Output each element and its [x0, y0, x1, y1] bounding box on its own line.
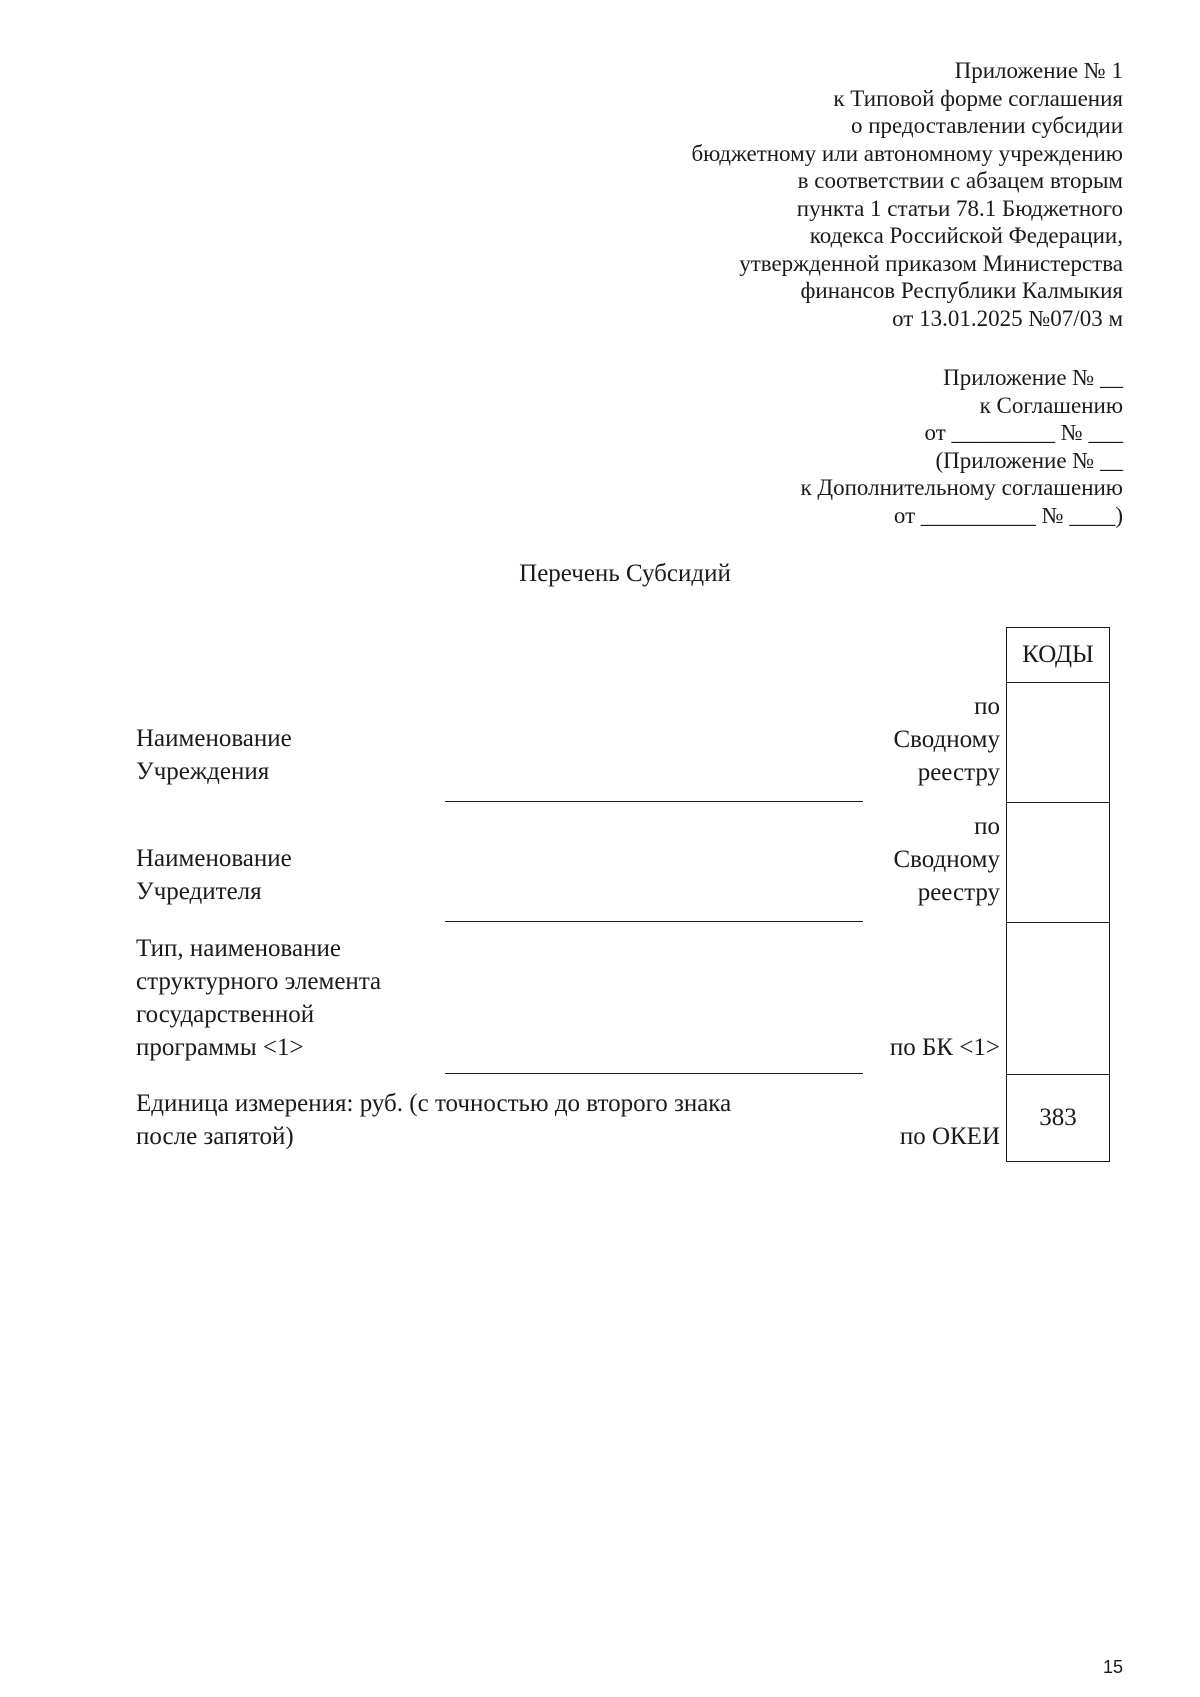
appendix-line: Приложение № 1	[954, 58, 1123, 83]
po-line: по	[974, 693, 1000, 720]
okei-code-cell[interactable]: 383	[1007, 1075, 1110, 1162]
po-line: Сводному	[893, 846, 1000, 873]
agreement-reference	[801, 364, 1124, 529]
founder-name-field[interactable]	[445, 921, 863, 922]
appendix-line: бюджетному или автономному учреждению	[691, 140, 1123, 166]
founder-code-label	[893, 810, 1000, 909]
appendix-line: финансов Республики Калмыкия	[800, 278, 1123, 303]
appendix-header	[691, 57, 1123, 332]
po-line: Сводному	[893, 726, 1000, 753]
document-title: Перечень Субсидий	[519, 560, 731, 587]
appendix-line: кодекса Российской Федерации,	[809, 223, 1123, 248]
institution-code-label	[893, 690, 1000, 789]
po-line: реестру	[917, 759, 1000, 786]
founder-label	[136, 842, 292, 908]
codes-table	[1006, 627, 1110, 1162]
agreement-line: от __________ № ____)	[893, 502, 1123, 528]
agreement-line: к Дополнительному соглашению	[800, 475, 1123, 500]
page-number: 15	[1102, 1657, 1123, 1677]
program-code-label	[890, 1031, 1000, 1064]
okei-code-label	[900, 1120, 1000, 1153]
appendix-line: пункта 1 статьи 78.1 Бюджетного	[796, 195, 1123, 221]
po-line: по	[974, 813, 1000, 840]
label-line: программы <1>	[136, 1034, 304, 1061]
unit-label	[136, 1087, 731, 1153]
po-line: реестру	[917, 879, 1000, 906]
appendix-line: утвержденной приказом Министерства	[739, 250, 1123, 276]
label-line: структурного элемента	[136, 968, 382, 995]
label-line: государственной	[136, 1001, 315, 1028]
agreement-line: (Приложение № __	[935, 447, 1123, 473]
label-line: Тип, наименование	[136, 935, 341, 962]
appendix-line: о предоставлении субсидии	[850, 113, 1123, 138]
label-line: Единица измерения: руб. (с точностью до второго знака	[136, 1090, 732, 1117]
program-element-label	[136, 932, 381, 1064]
institution-label	[136, 722, 292, 788]
institution-code-cell[interactable]	[1007, 683, 1110, 803]
appendix-line: к Типовой форме соглашения	[833, 85, 1123, 111]
appendix-line: от 13.01.2025 №07/03 м	[892, 305, 1123, 331]
agreement-line: к Соглашению	[979, 392, 1123, 418]
label-line: Учреждения	[136, 758, 270, 785]
codes-header: КОДЫ	[1007, 628, 1110, 683]
institution-name-field[interactable]	[445, 801, 863, 802]
po-line: по ОКЕИ	[899, 1123, 1000, 1150]
label-line: Наименование	[136, 845, 292, 872]
program-code-cell[interactable]	[1007, 923, 1110, 1075]
founder-code-cell[interactable]	[1007, 803, 1110, 923]
appendix-line: в соответствии с абзацем вторым	[797, 168, 1123, 193]
po-line: по БК <1>	[889, 1034, 1000, 1061]
program-element-field[interactable]	[445, 1073, 863, 1074]
agreement-line: от _________ № ___	[924, 420, 1123, 445]
label-line: после запятой)	[136, 1123, 294, 1150]
agreement-line: Приложение № __	[943, 365, 1123, 390]
label-line: Наименование	[136, 725, 292, 752]
label-line: Учредителя	[136, 878, 262, 905]
